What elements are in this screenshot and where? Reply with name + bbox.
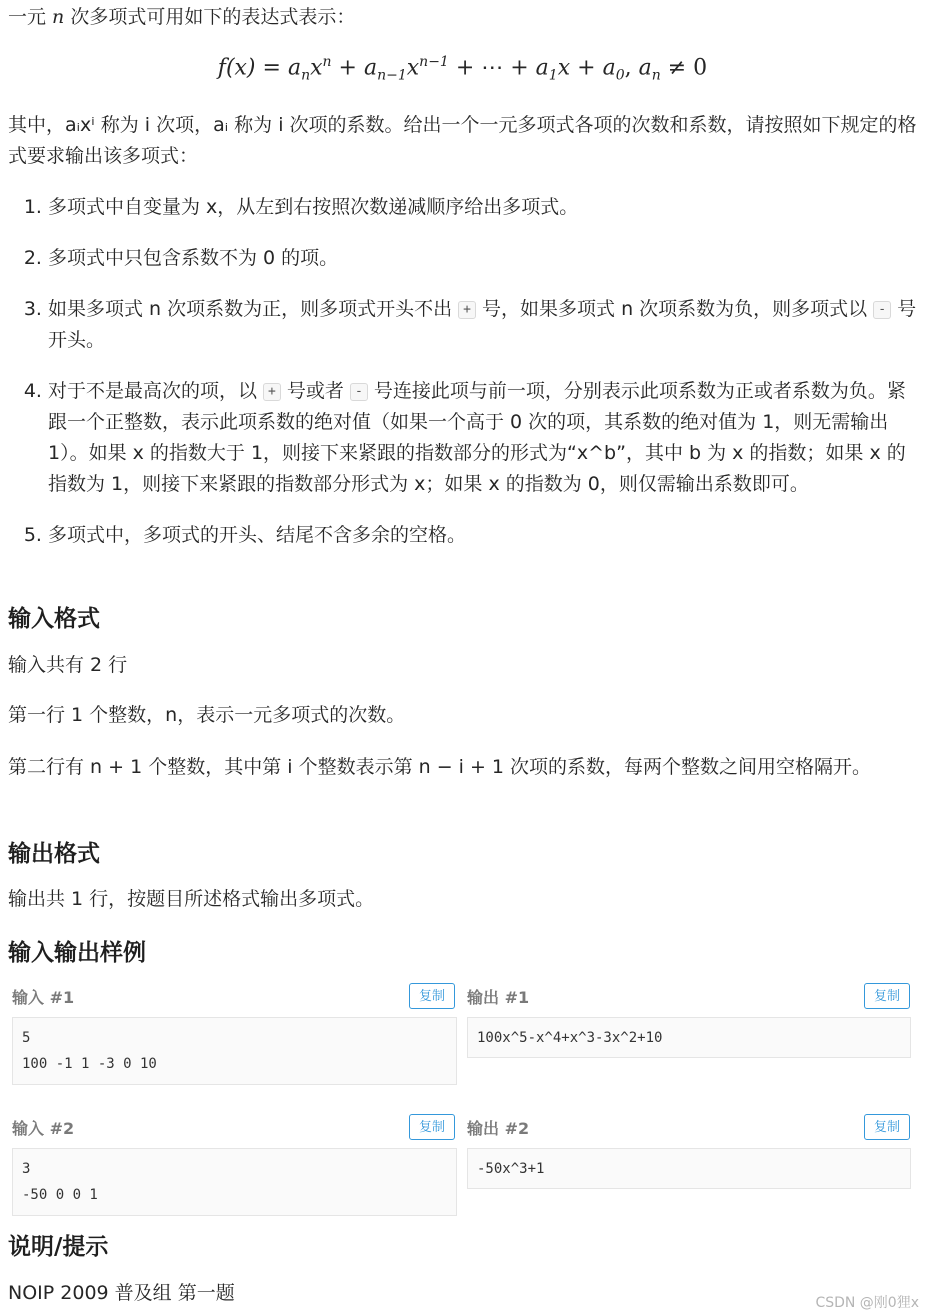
rules-list	[8, 192, 917, 571]
minus-sign-code: -	[350, 383, 368, 401]
rule-item: 2. 多项式中只包含系数不为 0 的项。	[48, 243, 917, 274]
input-format-heading: 输入格式	[8, 606, 100, 632]
rule-item: 5. 多项式中，多项式的开头、结尾不含多余的空格。	[48, 520, 917, 551]
sample-output-1-code: 100x^5-x^4+x^3-3x^2+10	[467, 1017, 911, 1058]
sample-output-1-label: 输出 #1	[467, 988, 530, 1007]
sample-input-1-code: 5 100 -1 1 -3 0 10	[12, 1017, 457, 1085]
hint-heading: 说明/提示	[8, 1234, 109, 1260]
sample-input-2-label: 输入 #2	[12, 1119, 75, 1138]
sample-output-2-label: 输出 #2	[467, 1119, 530, 1138]
input-format-line-3: 第二行有 n + 1 个整数，其中第 i 个整数表示第 n − i + 1 次项的系数，每两个整数之间用空格隔开。	[8, 756, 872, 778]
intro-line: 一元 n 次多项式可用如下的表达式表示：	[8, 6, 356, 28]
rule-item: 3. 如果多项式 n 次项系数为正，则多项式开头不出 + 号，如果多项式 n 次项系数为负，则多项式以 - 号开头。	[48, 294, 917, 356]
input-format-line-1: 输入共有 2 行	[8, 654, 128, 676]
copy-input-1-button[interactable]: 复制	[409, 983, 455, 1009]
samples-heading: 输入输出样例	[8, 940, 146, 966]
sample-input-2-code: 3 -50 0 0 1	[12, 1148, 457, 1216]
copy-output-1-button[interactable]: 复制	[864, 983, 910, 1009]
hint-text: NOIP 2009 普及组 第一题	[8, 1282, 235, 1304]
sample-input-1-label: 输入 #1	[12, 988, 75, 1007]
copy-output-2-button[interactable]: 复制	[864, 1114, 910, 1140]
input-format-line-2: 第一行 1 个整数，n，表示一元多项式的次数。	[8, 704, 406, 726]
polynomial-formula: $f(x) = a_nx^n + a_{n-1}x^{n-1}$ + ⋯ + $a_1x + a_0$, $a_n \ne 0$	[217, 54, 708, 84]
output-format-heading: 输出格式	[8, 841, 100, 867]
rule-item: 4. 对于不是最高次的项，以 + 号或者 - 号连接此项与前一项，分别表示此项系数为正或者系数为负。紧跟一个正整数，表示此项系数的绝对值（如果一个高于 0 次的项，其系数的绝对值为 1，则无需输出 1）。如果 x 的指数大于 1，则接下来紧跟的指数部分的形式为“x^b”，其中 b 为 x 的指数；如果 x 的指数为 1，则接下来紧跟的指数部分形式为 x；如果 x 的指数为 0，则仅需输出系数即可。	[48, 376, 917, 500]
description-paragraph: 其中，aᵢxⁱ 称为 i 次项，aᵢ 称为 i 次项的系数。给出一个一元多项式各项的次数和系数，请按照如下规定的格式要求输出该多项式：	[8, 114, 917, 167]
var-n: n	[52, 6, 65, 28]
plus-sign-code: +	[263, 383, 281, 401]
copy-input-2-button[interactable]: 复制	[409, 1114, 455, 1140]
output-format-line: 输出共 1 行，按题目所述格式输出多项式。	[8, 888, 375, 910]
rule-item: 1. 多项式中自变量为 x，从左到右按照次数递减顺序给出多项式。	[48, 192, 917, 223]
sample-output-2-code: -50x^3+1	[467, 1148, 911, 1189]
plus-sign-code: +	[458, 301, 476, 319]
watermark: CSDN @刚0狸x	[815, 1295, 919, 1311]
minus-sign-code: -	[873, 301, 891, 319]
